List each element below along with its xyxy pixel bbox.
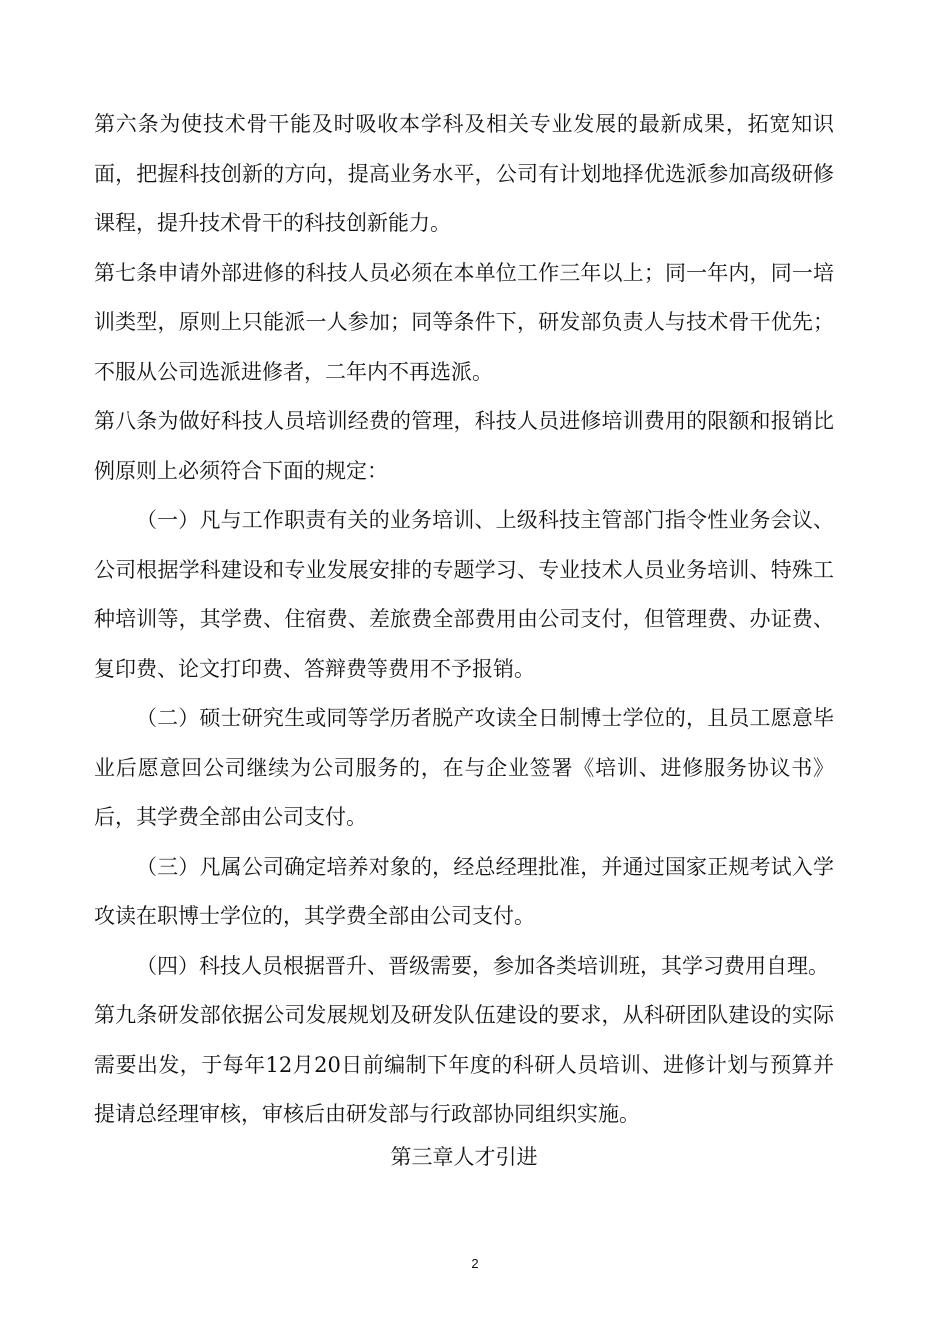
paragraph-item-1: （一）凡与工作职责有关的业务培训、上级科技主管部门指令性业务会议、公司根据学科建设和专业发展安排的专题学习、专业技术人员业务培训、特殊工种培训等，其学费、住宿费、差旅费全部费用由公司支付，但管理费、办证费、复印费、论文打印费、答辩费等费用不予报销。: [94, 508, 834, 681]
paragraph-item-2: （二）硕士研究生或同等学历者脱产攻读全日制博士学位的，且员工愿意毕业后愿意回公司继续为公司服务的，在与企业签署《培训、进修服务协议书》后，其学费全部由公司支付。: [94, 706, 834, 829]
paragraph-article-8: 第八条为做好科技人员培训经费的管理，科技人员进修培训费用的限额和报销比例原则上必须符合下面的规定：: [94, 409, 834, 483]
paragraph-item-4: （四）科技人员根据晋升、晋级需要，参加各类培训班，其学习费用自理。: [136, 953, 829, 978]
page-number: 2: [471, 1256, 479, 1271]
paragraph-article-9: 第九条研发部依据公司发展规划及研发队伍建设的要求，从科研团队建设的实际需要出发，于每年12月20日前编制下年度的科研人员培训、进修计划与预算并提请总经理审核，审核后由研发部与行政部协同组织实施。: [94, 1003, 834, 1126]
paragraph-article-6: 第六条为使技术骨干能及时吸收本学科及相关专业发展的最新成果，拓宽知识面，把握科技创新的方向，提高业务水平，公司有计划地择优选派参加高级研修课程，提升技术骨干的科技创新能力。: [94, 112, 834, 235]
paragraph-item-3: （三）凡属公司确定培养对象的，经总经理批准，并通过国家正规考试入学攻读在职博士学位的，其学费全部由公司支付。: [94, 854, 834, 928]
chapter-heading: 第三章人才引进: [390, 1144, 538, 1169]
paragraph-article-7: 第七条申请外部进修的科技人员必须在本单位工作三年以上；同一年内，同一培训类型，原则上只能派一人参加；同等条件下，研发部负责人与技术骨干优先；不服从公司选派进修者，二年内不再选派。: [94, 260, 834, 384]
document-page: [94, 100, 834, 1172]
